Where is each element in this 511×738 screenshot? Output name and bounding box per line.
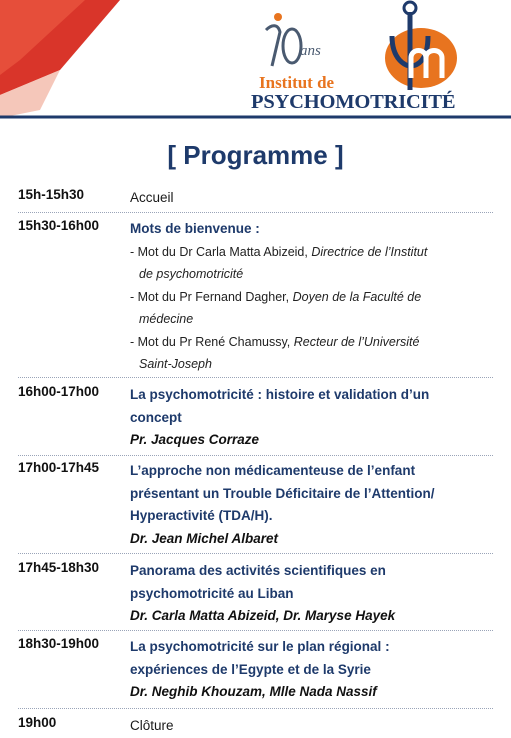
institute-name-line2: PSYCHOMOTRICITÉ: [251, 91, 456, 113]
item-title: concept: [130, 409, 182, 425]
item-title: Mots de bienvenue :: [130, 221, 260, 236]
item-speaker: Dr. Carla Matta Abizeid, Dr. Maryse Hayek: [130, 608, 396, 623]
item-time: 17h00-17h45: [18, 460, 100, 475]
item-time: 15h30-16h00: [18, 218, 100, 233]
institute-name-line1: Institut de: [259, 73, 335, 92]
welcome-speech-cont: de psychomotricité: [139, 267, 244, 281]
item-speaker: Dr. Neghib Khouzam, Mlle Nada Nassif: [130, 684, 377, 699]
welcome-speech: - Mot du Dr Carla Matta Abizeid, Directrice de l’Institut: [130, 244, 428, 259]
item-speaker: Pr. Jacques Corraze: [130, 432, 260, 447]
divider: [18, 377, 493, 378]
divider: [18, 553, 493, 554]
welcome-speech: - Mot du Pr Fernand Dagher, Doyen de la Faculté de: [130, 289, 422, 304]
page-title: [ Programme ]: [167, 140, 344, 170]
item-time: 18h30-19h00: [18, 636, 100, 651]
divider: [18, 212, 493, 213]
welcome-speech-cont: médecine: [139, 312, 194, 326]
item-title: Panorama des activités scientifiques en: [130, 563, 386, 578]
item-title: Clôture: [130, 718, 174, 733]
divider: [18, 630, 493, 631]
item-speaker: Dr. Jean Michel Albaret: [130, 530, 279, 546]
item-title: Hyperactivité (TDA/H).: [130, 508, 273, 523]
item-title: La psychomotricité : histoire et validation d’un: [130, 387, 430, 402]
anniversary-suffix: ans: [300, 43, 321, 59]
item-time: 16h00-17h00: [18, 384, 100, 399]
item-time: 15h-15h30: [18, 187, 85, 202]
item-time: 17h45-18h30: [18, 560, 100, 575]
item-title: La psychomotricité sur le plan régional :: [130, 639, 390, 654]
item-title: psychomotricité au Liban: [130, 585, 294, 601]
anniversary-logo: [252, 6, 372, 76]
item-time: 19h00: [18, 715, 57, 730]
institute-emblem: [366, 0, 466, 92]
divider: [18, 708, 493, 709]
welcome-speech-cont: Saint-Joseph: [139, 357, 212, 371]
welcome-speech: - Mot du Pr René Chamussy, Recteur de l’Université: [130, 334, 420, 349]
item-title: expériences de l’Egypte et de la Syrie: [130, 661, 371, 677]
item-title: L’approche non médicamenteuse de l’enfant: [130, 463, 416, 478]
item-title: présentant un Trouble Déficitaire de l’Attention/: [130, 485, 435, 501]
divider: [18, 455, 493, 456]
item-title: Accueil: [130, 190, 174, 205]
